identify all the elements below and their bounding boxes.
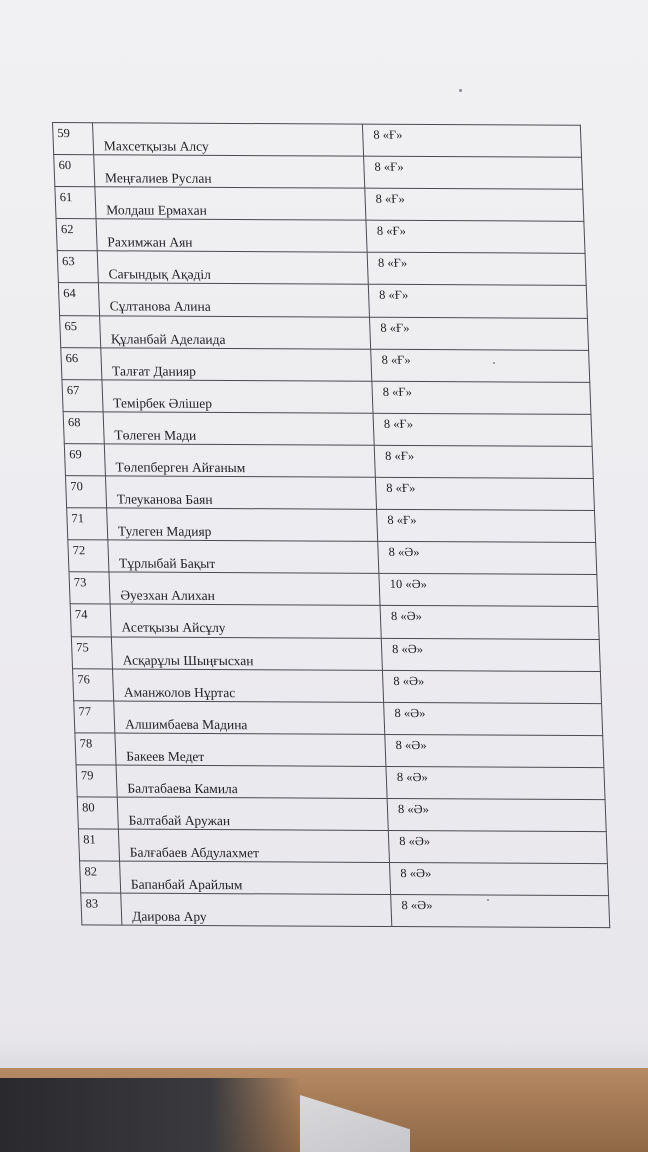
class-cell — [384, 702, 603, 735]
table-row — [81, 893, 610, 928]
student-name: Молдаш Ермахан — [105, 202, 208, 219]
row-number-cell — [67, 508, 108, 540]
paper-edge-shadow — [0, 1040, 648, 1070]
class-cell — [364, 156, 583, 189]
class-cell — [382, 670, 601, 703]
table-row — [53, 123, 582, 158]
table-row — [56, 219, 585, 254]
class-cell — [368, 285, 587, 318]
class-cell — [381, 638, 600, 671]
row-number-cell — [69, 572, 110, 604]
class-cell — [387, 798, 606, 831]
class-label: 10 «Ә» — [389, 577, 428, 592]
row-number-cell — [61, 347, 102, 379]
row-number-cell — [71, 636, 112, 668]
row-number-cell — [55, 187, 96, 219]
class-label: 8 «Ә» — [396, 769, 428, 785]
table-row — [54, 155, 583, 190]
row-number-cell — [80, 861, 121, 893]
student-name: Алшимбаева Мадина — [124, 716, 248, 732]
row-number: 72 — [72, 543, 86, 558]
row-number: 64 — [63, 286, 77, 301]
student-name-cell — [108, 540, 379, 574]
table-row — [76, 765, 605, 800]
student-name-cell — [105, 476, 376, 510]
row-number: 79 — [80, 768, 94, 783]
row-number: 76 — [77, 671, 91, 686]
class-cell — [378, 542, 597, 575]
class-label: 8 «Ғ» — [380, 320, 410, 335]
class-label: 8 «Ә» — [391, 641, 424, 656]
table-row — [74, 700, 603, 735]
student-name: Әуезхан Алихан — [120, 587, 216, 604]
class-cell — [374, 445, 593, 478]
row-number: 82 — [84, 864, 98, 879]
class-cell — [371, 349, 590, 382]
table-row — [61, 347, 590, 382]
table-row — [63, 411, 592, 446]
row-number: 62 — [60, 222, 74, 237]
class-label: 8 «Ғ» — [383, 416, 414, 431]
table-row — [64, 444, 593, 479]
row-number: 78 — [79, 736, 93, 751]
roster-table-body — [53, 123, 610, 929]
class-label: 8 «Ғ» — [374, 159, 404, 174]
table-row — [70, 604, 599, 639]
student-name-cell — [102, 380, 373, 414]
table-row — [65, 476, 594, 511]
row-number-cell — [81, 893, 122, 925]
table-row — [67, 508, 596, 543]
row-number: 74 — [74, 607, 88, 622]
row-number: 77 — [78, 704, 92, 719]
row-number-cell — [77, 797, 118, 829]
row-number-cell — [75, 733, 116, 765]
table-row — [68, 540, 597, 575]
student-name-cell — [110, 604, 381, 638]
row-number: 80 — [81, 800, 95, 815]
student-name: Аманжолов Нұртас — [123, 684, 236, 700]
class-label: 8 «Ә» — [400, 866, 432, 881]
row-number: 59 — [57, 126, 71, 141]
table-row — [62, 379, 591, 414]
student-name: Сағындық Ақәділ — [108, 266, 212, 283]
class-cell — [379, 574, 598, 607]
student-name-cell — [120, 861, 391, 895]
student-name-cell — [121, 893, 392, 927]
class-cell — [362, 124, 581, 157]
row-number-cell — [65, 476, 106, 508]
class-cell — [373, 413, 592, 446]
table-row — [75, 733, 604, 768]
class-cell — [365, 188, 584, 221]
class-label: 8 «Ғ» — [378, 288, 409, 303]
class-label: 8 «Ғ» — [384, 448, 415, 463]
class-cell — [367, 253, 586, 286]
table-row — [57, 251, 586, 286]
student-name-cell — [113, 669, 384, 703]
student-name: Махсетқызы Алсу — [103, 138, 209, 154]
class-label: 8 «Ғ» — [373, 127, 403, 142]
class-label: 8 «Ә» — [390, 609, 423, 624]
table-row — [77, 797, 606, 832]
class-label: 8 «Ғ» — [375, 191, 406, 207]
student-name-cell — [109, 572, 380, 606]
class-cell — [386, 766, 605, 799]
table-row — [73, 668, 602, 703]
student-name: Асетқызы Айсұлу — [121, 619, 226, 636]
desk-shadow — [0, 1078, 300, 1152]
student-name-cell — [95, 187, 366, 221]
class-cell — [366, 220, 585, 253]
student-name-cell — [101, 347, 372, 381]
class-label: 8 «Ә» — [401, 898, 433, 913]
student-name-cell — [104, 444, 375, 478]
student-name: Тлеуканова Баян — [116, 491, 213, 507]
row-number-cell — [64, 444, 105, 476]
student-name-cell — [107, 508, 378, 542]
student-name: Бапанбай Арайлым — [130, 876, 243, 893]
row-number: 63 — [61, 254, 75, 269]
student-name-cell — [93, 123, 364, 157]
class-label: 8 «Ә» — [388, 545, 420, 560]
row-number: 65 — [64, 318, 78, 333]
student-name-cell — [115, 733, 386, 767]
student-name-cell — [116, 765, 387, 799]
class-label: 8 «Ғ» — [387, 513, 417, 528]
row-number-cell — [58, 283, 99, 315]
student-name: Балтабаева Камила — [127, 780, 239, 797]
table-row — [55, 187, 584, 222]
class-cell — [369, 317, 588, 350]
table-row — [71, 636, 600, 671]
student-name-cell — [103, 412, 374, 446]
student-name-cell — [94, 155, 365, 189]
row-number: 69 — [68, 447, 82, 462]
table-row — [60, 315, 589, 350]
row-number: 68 — [67, 415, 81, 430]
student-name: Талғат Данияр — [111, 363, 197, 379]
class-cell — [377, 509, 596, 542]
row-number: 71 — [71, 511, 85, 526]
student-name-cell — [96, 219, 367, 253]
class-label: 8 «Ә» — [394, 705, 426, 720]
student-name-cell — [98, 283, 369, 317]
class-label: 8 «Ғ» — [381, 352, 411, 367]
student-name-cell — [111, 636, 382, 670]
student-name-cell — [117, 797, 388, 831]
class-label: 8 «Ғ» — [385, 480, 416, 496]
row-number-cell — [53, 123, 94, 155]
student-name: Рахимжан Аян — [107, 234, 193, 251]
student-name: Даирова Ару — [131, 908, 207, 925]
row-number-cell — [68, 540, 109, 572]
row-number: 67 — [66, 382, 80, 397]
table-row — [58, 283, 587, 318]
class-label: 8 «Ә» — [398, 834, 431, 849]
student-name: Меңғалиев Руслан — [104, 170, 212, 186]
table-row — [78, 829, 607, 864]
class-label: 8 «Ғ» — [377, 256, 408, 271]
row-number-cell — [54, 155, 95, 187]
student-name: Бакеев Медет — [125, 748, 205, 764]
student-name: Балтабай Аружан — [128, 812, 231, 829]
row-number-cell — [62, 379, 103, 411]
student-name-cell — [100, 315, 371, 349]
class-label: 8 «Ә» — [397, 802, 430, 817]
row-number-cell — [74, 700, 115, 732]
class-cell — [391, 895, 610, 928]
class-label: 8 «Ә» — [395, 737, 427, 752]
class-cell — [388, 831, 607, 864]
class-cell — [372, 381, 591, 414]
student-name: Тұрлыбай Бақыт — [118, 555, 216, 572]
student-name: Асқарұлы Шыңғысхан — [122, 652, 254, 668]
student-name: Төлеген Мади — [114, 427, 197, 443]
table-row — [69, 572, 598, 607]
row-number: 75 — [75, 639, 89, 654]
student-name: Темірбек Әлішер — [112, 395, 213, 411]
class-label: 8 «Ә» — [393, 673, 425, 688]
student-name: Төлепберген Айғаным — [115, 459, 246, 476]
student-name: Сұлтанова Алина — [109, 298, 211, 315]
row-number: 66 — [65, 350, 79, 365]
student-name: Құланбай Аделаида — [110, 330, 226, 347]
class-cell — [389, 863, 608, 896]
class-label: 8 «Ғ» — [382, 384, 413, 399]
class-cell — [380, 606, 599, 639]
row-number: 61 — [59, 190, 73, 205]
class-cell — [375, 477, 594, 510]
student-name-cell — [118, 829, 389, 863]
class-label: 8 «Ғ» — [376, 224, 407, 239]
class-cell — [385, 734, 604, 767]
student-name: Тулеген Мадияр — [117, 523, 212, 540]
student-name: Балғабаев Абдулахмет — [129, 844, 260, 861]
row-number-cell — [76, 765, 117, 797]
row-number-cell — [60, 315, 101, 347]
row-number-cell — [78, 829, 119, 861]
row-number: 83 — [85, 896, 99, 911]
table-row — [80, 861, 609, 896]
row-number-cell — [70, 604, 111, 636]
document-page — [52, 122, 609, 929]
row-number-cell — [56, 219, 97, 251]
row-number: 73 — [73, 575, 87, 590]
student-name-cell — [97, 251, 368, 285]
row-number: 81 — [83, 832, 97, 847]
row-number: 70 — [70, 479, 84, 494]
student-name-cell — [114, 701, 385, 735]
student-roster-table — [52, 122, 610, 929]
paper-speck — [459, 89, 462, 92]
row-number-cell — [57, 251, 98, 283]
row-number: 60 — [58, 158, 72, 173]
row-number-cell — [63, 411, 104, 443]
row-number-cell — [73, 668, 114, 700]
